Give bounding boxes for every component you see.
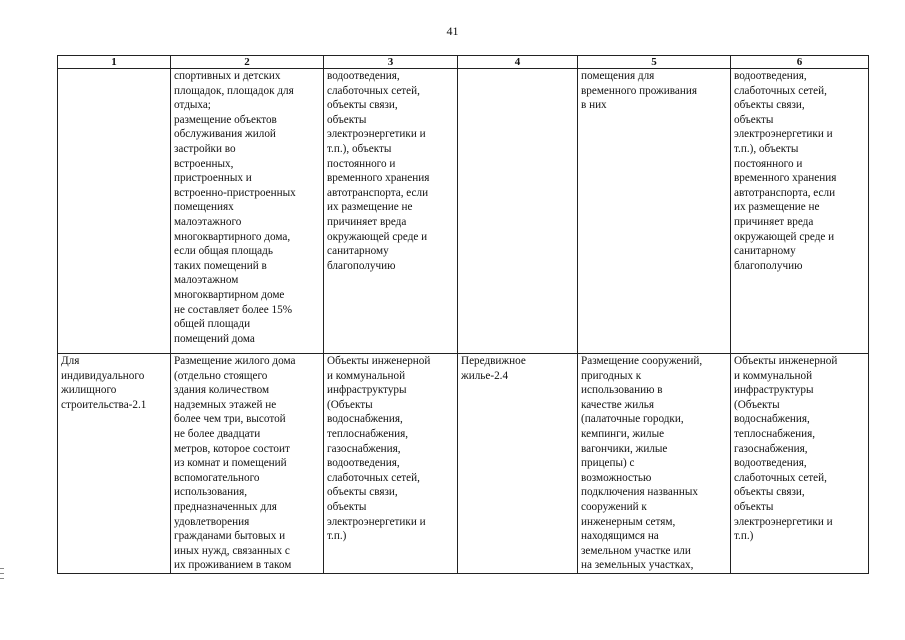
cell-text-line: объекты — [327, 500, 367, 513]
table-cell — [731, 69, 869, 354]
cell-text-line: водоотведения, — [327, 457, 400, 470]
column-header: 1 — [58, 56, 171, 69]
cell-text-line: водоотведения, — [327, 70, 400, 82]
cell-text-line: т.п.) — [327, 530, 347, 543]
scan-edge-mark — [0, 573, 4, 574]
cell-text-line: Объекты инженерной — [734, 355, 838, 367]
cell-text-line: многоквартирном доме — [174, 288, 285, 301]
table-cell — [578, 69, 731, 354]
cell-text-line: и коммунальной — [734, 369, 813, 382]
cell-text-line: таких помещений в — [174, 259, 267, 272]
cell-text-line: кемпинги, жилые — [581, 427, 665, 440]
cell-text-line: использования, — [174, 486, 248, 499]
cell-text-line: временного хранения — [734, 172, 837, 185]
table-cell — [578, 354, 731, 574]
table-cell — [58, 69, 171, 354]
cell-text-line: находящимся на — [581, 530, 659, 543]
cell-text-line: инфраструктуры — [327, 384, 407, 397]
cell-text-line: пригодных к — [581, 369, 642, 382]
cell-text-line: благополучию — [734, 259, 803, 272]
cell-text-line: причиняет вреда — [734, 215, 814, 228]
cell-text-line: иных нужд, связанных с — [174, 544, 290, 557]
cell-text-line: встроенно-пристроенных — [174, 186, 296, 199]
cell-text-line: отдыха; — [174, 99, 211, 112]
cell-text-line: пристроенных и — [174, 172, 252, 185]
cell-text-line: если общая площадь — [174, 245, 273, 258]
cell-text-line: встроенных, — [174, 157, 234, 170]
cell-text-line: т.п.), объекты — [734, 142, 799, 155]
cell-text-line: Для — [61, 355, 80, 367]
cell-text-line: использованию в — [581, 384, 663, 397]
cell-text-line: окружающей среде и — [734, 230, 835, 243]
cell-text-line: причиняет вреда — [327, 215, 407, 228]
table-cell — [58, 354, 171, 574]
table-cell — [171, 69, 324, 354]
table-cell — [731, 354, 869, 574]
cell-text-line: электроэнергетики и — [734, 128, 833, 141]
land-use-table — [57, 55, 869, 574]
cell-text-line: электроэнергетики и — [734, 515, 833, 528]
cell-text-line: объекты связи, — [734, 486, 805, 499]
cell-text-line: (палаточные городки, — [581, 413, 684, 426]
cell-text-line: не составляет более 15% — [174, 303, 293, 316]
cell-text-line: теплоснабжения, — [734, 427, 816, 440]
cell-text-line: из комнат и помещений — [174, 457, 287, 470]
table-cell — [324, 69, 458, 354]
cell-text-line: застройки во — [174, 142, 236, 155]
scan-edge-mark — [0, 578, 4, 579]
cell-text-line: Размещение сооружений, — [581, 355, 703, 367]
cell-text-line: объекты связи, — [734, 99, 805, 112]
cell-text-line: слаботочных сетей, — [327, 471, 420, 484]
cell-text-line: жилье-2.4 — [461, 369, 509, 382]
cell-text-line: водоснабжения, — [734, 413, 810, 426]
cell-text-line: более чем три, высотой — [174, 413, 286, 426]
cell-text-line: метров, которое состоит — [174, 442, 290, 455]
cell-text-line: возможностью — [581, 471, 652, 484]
cell-text-line: на земельных участках, — [581, 559, 694, 572]
cell-text-line: и коммунальной — [327, 369, 406, 382]
cell-text-line: многоквартирного дома, — [174, 230, 291, 243]
cell-text-line: гражданами бытовых и — [174, 530, 286, 543]
cell-text-line: благополучию — [327, 259, 396, 272]
cell-text-line: слаботочных сетей, — [734, 471, 827, 484]
cell-text-line: инфраструктуры — [734, 384, 814, 397]
cell-text-line: слаботочных сетей, — [734, 84, 827, 97]
table-row — [58, 69, 869, 354]
table-cell — [171, 354, 324, 574]
cell-text-line: теплоснабжения, — [327, 427, 409, 440]
cell-text-line: их проживанием в таком — [174, 559, 292, 572]
cell-text-line: объекты связи, — [327, 99, 398, 112]
cell-text-line: автотранспорта, если — [734, 186, 836, 199]
cell-text-line: слаботочных сетей, — [327, 84, 420, 97]
cell-text-line: удовлетворения — [174, 515, 250, 528]
cell-text-line: малоэтажном — [174, 274, 239, 287]
cell-text-line: размещение объектов — [174, 113, 277, 126]
cell-text-line: газоснабжения, — [327, 442, 401, 455]
cell-text-line: объекты — [327, 113, 367, 126]
cell-text-line: помещениях — [174, 201, 234, 214]
cell-text-line: объекты — [734, 113, 774, 126]
cell-text-line: водоотведения, — [734, 457, 807, 470]
column-header: 3 — [324, 56, 458, 69]
cell-text-line: инженерным сетям, — [581, 515, 676, 528]
cell-text-line: постоянного и — [327, 157, 396, 170]
cell-text-line: т.п.) — [734, 530, 754, 543]
cell-text-line: прицепы) с — [581, 457, 635, 470]
cell-text-line: водоотведения, — [734, 70, 807, 82]
cell-text-line: вагончики, жилые — [581, 442, 668, 455]
cell-text-line: электроэнергетики и — [327, 128, 426, 141]
cell-text-line: помещений дома — [174, 332, 255, 345]
column-header: 6 — [731, 56, 869, 69]
column-header: 2 — [171, 56, 324, 69]
cell-text-line: Размещение жилого дома — [174, 355, 296, 367]
cell-text-line: вспомогательного — [174, 471, 260, 484]
cell-text-line: автотранспорта, если — [327, 186, 429, 199]
cell-text-line: санитарному — [327, 245, 389, 258]
cell-text-line: Передвижное — [461, 355, 526, 367]
table-cell — [324, 354, 458, 574]
cell-text-line: предназначенных для — [174, 500, 277, 513]
cell-text-line: качестве жилья — [581, 398, 655, 411]
cell-text-line: строительства-2.1 — [61, 398, 147, 411]
scan-edge-mark — [0, 568, 4, 569]
cell-text-line: электроэнергетики и — [327, 515, 426, 528]
column-header: 5 — [578, 56, 731, 69]
cell-text-line: не более двадцати — [174, 427, 261, 440]
cell-text-line: индивидуального — [61, 369, 145, 382]
cell-text-line: объекты — [734, 500, 774, 513]
cell-text-line: спортивных и детских — [174, 70, 281, 82]
cell-text-line: (Объекты — [327, 398, 373, 411]
table-row — [58, 354, 869, 574]
table-cell — [458, 69, 578, 354]
column-header: 4 — [458, 56, 578, 69]
cell-text-line: жилищного — [61, 384, 117, 397]
cell-text-line: площадок, площадок для — [174, 84, 294, 97]
cell-text-line: в них — [581, 99, 607, 112]
table-cell — [458, 354, 578, 574]
cell-text-line: постоянного и — [734, 157, 803, 170]
cell-text-line: их размещение не — [734, 201, 820, 214]
cell-text-line: т.п.), объекты — [327, 142, 392, 155]
cell-text-line: сооружений к — [581, 500, 647, 513]
cell-text-line: санитарному — [734, 245, 796, 258]
cell-text-line: водоснабжения, — [327, 413, 403, 426]
page-number: 41 — [446, 24, 459, 38]
cell-text-line: здания количеством — [174, 384, 270, 397]
cell-text-line: Объекты инженерной — [327, 355, 431, 367]
cell-text-line: надземных этажей не — [174, 398, 277, 411]
cell-text-line: газоснабжения, — [734, 442, 808, 455]
cell-text-line: временного хранения — [327, 172, 430, 185]
cell-text-line: обслуживания жилой — [174, 128, 276, 141]
cell-text-line: земельном участке или — [581, 544, 691, 557]
cell-text-line: (отдельно стоящего — [174, 369, 268, 382]
cell-text-line: (Объекты — [734, 398, 780, 411]
table-header-row — [58, 56, 869, 69]
cell-text-line: помещения для — [581, 70, 655, 82]
cell-text-line: их размещение не — [327, 201, 413, 214]
cell-text-line: общей площади — [174, 318, 251, 331]
cell-text-line: объекты связи, — [327, 486, 398, 499]
cell-text-line: окружающей среде и — [327, 230, 428, 243]
cell-text-line: подключения названных — [581, 486, 698, 499]
cell-text-line: временного проживания — [581, 84, 697, 97]
cell-text-line: малоэтажного — [174, 215, 242, 228]
